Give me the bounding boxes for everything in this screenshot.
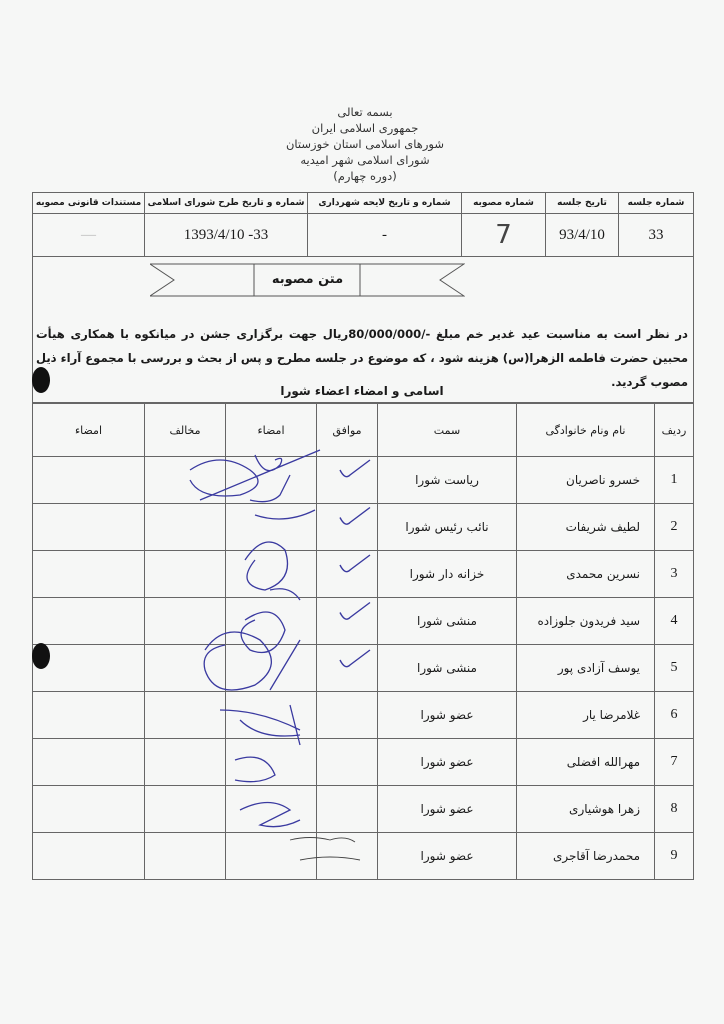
member-index: 3: [655, 551, 694, 598]
member-name: یوسف آزادی پور: [517, 645, 655, 692]
letterhead-line: (دوره چهارم): [333, 169, 397, 183]
member-index: 6: [655, 692, 694, 739]
member-role: نائب رئیس شورا: [378, 504, 517, 551]
member-role: منشی شورا: [378, 645, 517, 692]
signature-2-cell: [33, 833, 145, 880]
member-row: [33, 692, 694, 739]
signature-cell: [226, 786, 317, 833]
council-plan: 1393/4/10 -33: [145, 214, 308, 257]
session-number: 33: [619, 214, 694, 257]
agree-cell: [317, 457, 378, 504]
oppose-cell: [145, 457, 226, 504]
member-index: 8: [655, 786, 694, 833]
signature-cell: [226, 551, 317, 598]
member-row: [33, 645, 694, 692]
letterhead-line: شورهای اسلامی استان خوزستان: [285, 137, 444, 151]
col-row: ردیف: [655, 404, 694, 457]
member-index: 7: [655, 739, 694, 786]
signature-cell: [226, 692, 317, 739]
signature-2-cell: [33, 504, 145, 551]
col-signature: امضاء: [226, 404, 317, 457]
member-index: 1: [655, 457, 694, 504]
signature-2-cell: [33, 786, 145, 833]
member-role: خزانه دار شورا: [378, 551, 517, 598]
member-role: عضو شورا: [378, 739, 517, 786]
oppose-cell: [145, 551, 226, 598]
oppose-cell: [145, 645, 226, 692]
session-date: 93/4/10: [546, 214, 619, 257]
signature-cell: [226, 504, 317, 551]
letterhead-line: بسمه تعالی: [337, 105, 393, 119]
oppose-cell: [145, 598, 226, 645]
member-role: منشی شورا: [378, 598, 517, 645]
letterhead-line: شورای اسلامی شهر امیدیه: [300, 153, 430, 167]
member-row: [33, 504, 694, 551]
members-subtitle: اسامی و امضاء اعضاء شورا: [280, 384, 444, 398]
member-role: عضو شورا: [378, 692, 517, 739]
col-municipal-bill: شماره و تاریخ لایحه شهرداری: [308, 193, 462, 214]
member-row: [33, 786, 694, 833]
agree-cell: [317, 739, 378, 786]
member-index: 5: [655, 645, 694, 692]
signature-cell: [226, 598, 317, 645]
member-row: [33, 598, 694, 645]
member-role: ریاست شورا: [378, 457, 517, 504]
signature-cell: [226, 833, 317, 880]
letterhead: [250, 104, 480, 184]
punch-hole: [32, 643, 50, 669]
agree-cell: [317, 833, 378, 880]
members-table: [32, 403, 694, 880]
letterhead-line: جمهوری اسلامی ایران: [311, 121, 419, 135]
resolution-text: در نظر است به مناسبت عید غدیر خم مبلغ -/80/000/000ریال جهت برگزاری جشن در میانکوه با همکاری هیأت محبین حضرت فاطمه الزهرا(س) هزینه شود ، که موضوع در جلسه مطرح و پس از بحث و بررسی با مجموع آراء ذیل مصوب گردید.: [35, 327, 688, 389]
member-row: [33, 833, 694, 880]
punch-hole: [32, 367, 50, 393]
oppose-cell: [145, 786, 226, 833]
resolution-banner: [150, 263, 465, 297]
col-signature-2: امضاء: [33, 404, 145, 457]
signature-2-cell: [33, 457, 145, 504]
member-name: محمدرضا آقاجری: [517, 833, 655, 880]
resolution-number: 7: [462, 214, 546, 257]
signature-cell: [226, 739, 317, 786]
member-name: غلامرضا یار: [517, 692, 655, 739]
session-info-table: [32, 192, 694, 257]
oppose-cell: [145, 504, 226, 551]
member-name: مهرالله افضلی: [517, 739, 655, 786]
legal-documents: —: [33, 214, 145, 257]
col-agree: موافق: [317, 404, 378, 457]
member-row: [33, 739, 694, 786]
member-index: 9: [655, 833, 694, 880]
member-name: خسرو ناصریان: [517, 457, 655, 504]
agree-cell: [317, 504, 378, 551]
municipal-bill: -: [308, 214, 462, 257]
signature-2-cell: [33, 739, 145, 786]
agree-cell: [317, 645, 378, 692]
col-session-date: تاریخ جلسه: [546, 193, 619, 214]
col-legal-documents: مستندات قانونی مصوبه: [33, 193, 145, 214]
oppose-cell: [145, 833, 226, 880]
member-index: 2: [655, 504, 694, 551]
member-name: نسرین محمدی: [517, 551, 655, 598]
agree-cell: [317, 692, 378, 739]
banner-title: متن مصوبه: [271, 272, 344, 287]
oppose-cell: [145, 692, 226, 739]
member-row: [33, 457, 694, 504]
signature-cell: [226, 645, 317, 692]
col-council-plan: شماره و تاریخ طرح شورای اسلامی: [145, 193, 308, 214]
oppose-cell: [145, 739, 226, 786]
member-role: عضو شورا: [378, 833, 517, 880]
col-session-number: شماره جلسه: [619, 193, 694, 214]
agree-cell: [317, 786, 378, 833]
col-oppose: مخالف: [145, 404, 226, 457]
member-index: 4: [655, 598, 694, 645]
col-name: نام ونام خانوادگی: [517, 404, 655, 457]
signature-2-cell: [33, 692, 145, 739]
member-name: لطیف شریفات: [517, 504, 655, 551]
signature-2-cell: [33, 551, 145, 598]
agree-cell: [317, 598, 378, 645]
member-name: سید فریدون جلوزاده: [517, 598, 655, 645]
col-resolution-number: شماره مصوبه: [462, 193, 546, 214]
member-row: [33, 551, 694, 598]
agree-cell: [317, 551, 378, 598]
member-name: زهرا هوشیاری: [517, 786, 655, 833]
member-role: عضو شورا: [378, 786, 517, 833]
signature-cell: [226, 457, 317, 504]
signature-2-cell: [33, 598, 145, 645]
col-role: سمت: [378, 404, 517, 457]
